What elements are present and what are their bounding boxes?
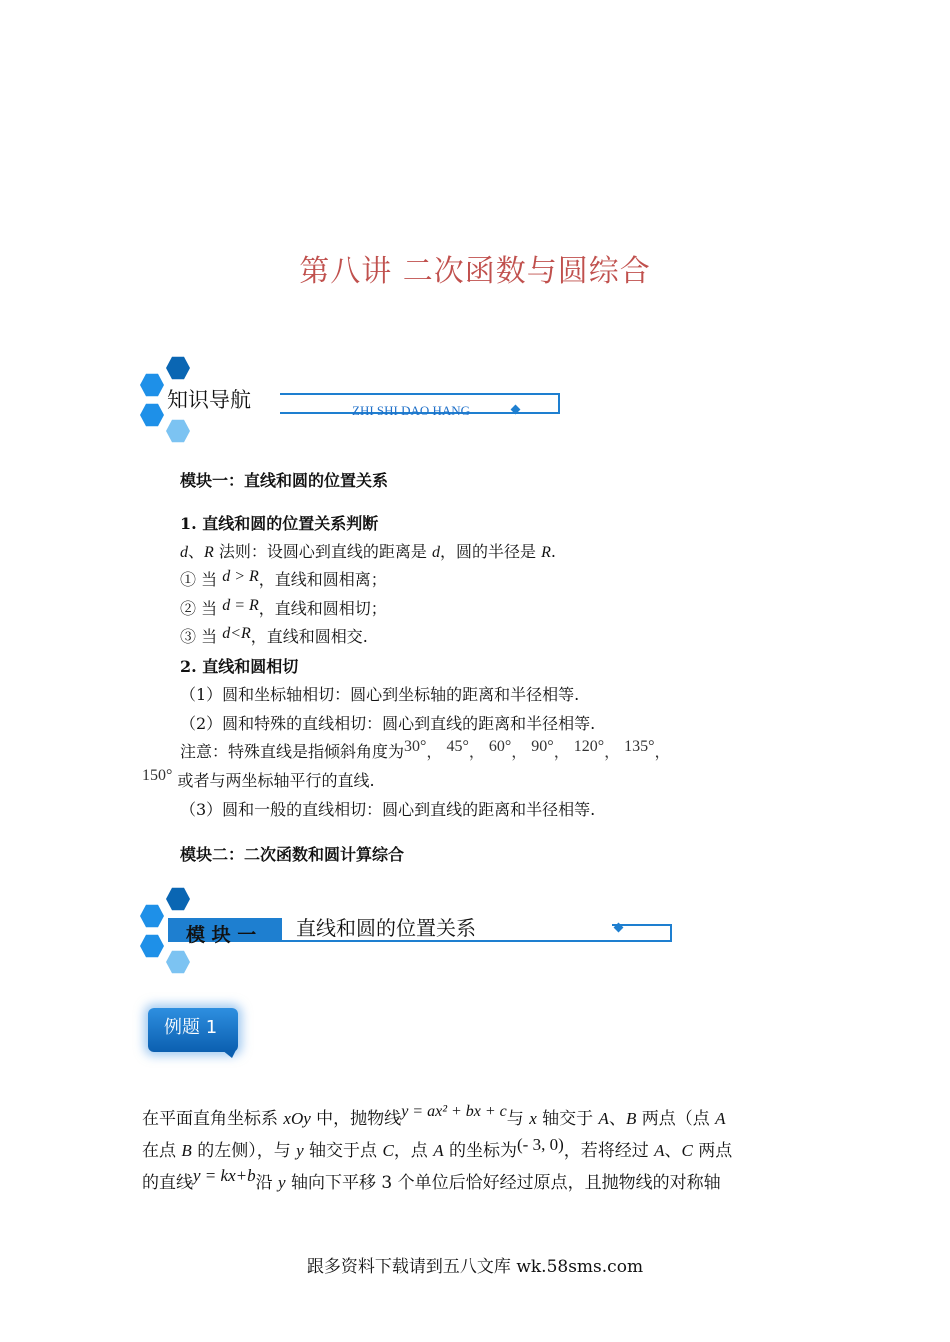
problem-line-1: 在平面直角坐标系 xOy 中，抛物线y = ax² + bx + c与 x 轴交于 A、B 两点（点 A	[142, 1103, 726, 1129]
hexagon-icon	[166, 887, 190, 911]
angle-value: 135°	[624, 738, 655, 755]
nav-banner-subtitle: ZHI SHI DAO HANG	[352, 403, 471, 418]
hexagon-icon	[140, 934, 164, 958]
module-tag: 模 块 一	[186, 924, 257, 946]
hexagon-icon	[140, 373, 164, 397]
section2-item2: （2）圆和特殊的直线相切：圆心到直线的距离和半径相等.	[180, 714, 596, 733]
hexagon-icon	[166, 950, 190, 974]
angle-separator: ，	[654, 744, 671, 761]
section2-item3: （3）圆和一般的直线相切：圆心到直线的距离和半径相等.	[180, 800, 596, 819]
problem-line-3: 的直线y = kx+b沿 y 轴向下平移 3 个单位后恰好经过原点，且抛物线的对称轴	[142, 1166, 721, 1193]
module1-heading: 模块一：直线和圆的位置关系	[180, 471, 389, 490]
angle-value: 45°	[446, 738, 469, 755]
rule-line: d、R 法则：设圆心到直线的距离是 d，圆的半径是 R.	[180, 542, 556, 561]
section2-item1: （1）圆和坐标轴相切：圆心到坐标轴的距离和半径相等.	[180, 685, 580, 704]
hexagon-icon	[166, 419, 190, 443]
hexagon-icon	[140, 904, 164, 928]
angle-list	[404, 738, 671, 761]
case-separate: ① 当 d > R，直线和圆相离；	[180, 568, 387, 589]
case-tangent: ② 当 d = R，直线和圆相切；	[180, 597, 387, 618]
example-badge	[148, 1008, 238, 1052]
example-label: 例题 1	[164, 1017, 218, 1038]
problem-line-2: 在点 B 的左侧），与 y 轴交于点 C，点 A 的坐标为(- 3, 0)，若将经过 A、C 两点	[142, 1135, 733, 1161]
angle-separator: ，	[553, 744, 574, 761]
angle-separator: ，	[604, 744, 625, 761]
nav-banner-label: 知识导航	[167, 388, 251, 412]
section1-heading: 1. 直线和圆的位置关系判断	[180, 514, 379, 533]
angle-separator: ，	[511, 744, 532, 761]
angle-value: 120°	[573, 738, 605, 755]
angle-separator: ，	[426, 744, 447, 761]
page-title: 第八讲 二次函数与圆综合	[299, 254, 651, 289]
module-title: 直线和圆的位置关系	[296, 916, 476, 940]
hexagon-icon	[166, 356, 190, 380]
angle-value: 90°	[531, 738, 554, 755]
section2-heading: 2. 直线和圆相切	[180, 657, 299, 676]
module2-heading: 模块二：二次函数和圆计算综合	[180, 845, 405, 864]
badge-tail	[222, 1050, 236, 1058]
case-intersect: ③ 当 d<R，直线和圆相交.	[180, 625, 368, 646]
angle-separator: ，	[468, 744, 489, 761]
note-line: 注意：特殊直线是指倾斜角度为30°， 45°， 60°， 90°， 120°， 135°，	[180, 738, 671, 761]
hexagon-icon	[140, 403, 164, 427]
angle-value: 60°	[488, 738, 512, 755]
note-line-2: 150° 或者与两坐标轴平行的直线.	[142, 767, 375, 790]
angle-value: 30°	[404, 738, 427, 755]
footer-note: 跟多资料下载请到五八文库 wk.58sms.com	[306, 1257, 644, 1277]
